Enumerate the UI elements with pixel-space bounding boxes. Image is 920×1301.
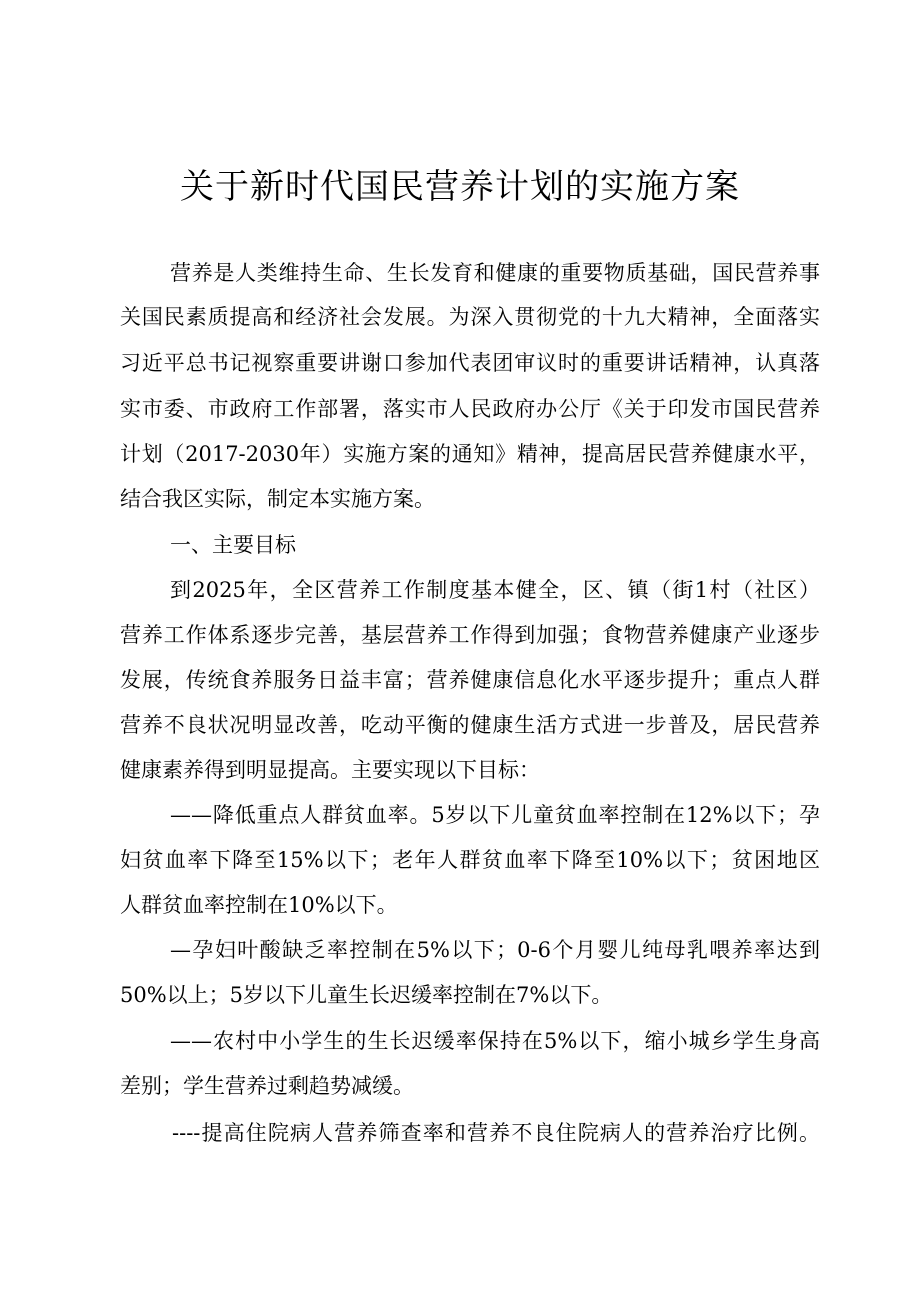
paragraph-line: ——农村中小学生的生长迟缓率保持在5%以下，缩小城乡学生身高 [170, 1029, 820, 1053]
section-heading: 一、主要目标 [170, 533, 296, 557]
paragraph-line: 营养工作体系逐步完善，基层营养工作得到加强；食物营养健康产业逐步 [120, 623, 820, 647]
paragraph-line: 关国民素质提高和经济社会发展。为深入贯彻党的十九大精神，全面落实 [120, 305, 820, 329]
paragraph-line: 50%以上；5岁以下儿童生长迟缓率控制在7%以下。 [120, 983, 613, 1007]
paragraph-line: 习近平总书记视察重要讲谢口参加代表团审议时的重要讲话精神，认真落 [120, 351, 820, 375]
paragraph-line: 发展，传统食养服务日益丰富；营养健康信息化水平逐步提升；重点人群 [120, 668, 820, 692]
paragraph-line: ----提高住院病人营养筛查率和营养不良住院病人的营养治疗比例。 [172, 1121, 820, 1145]
paragraph-line: 计划（2017-2030年）实施方案的通知》精神，提高居民营养健康水平， [120, 442, 820, 466]
paragraph-line: 差别；学生营养过剩趋势减缓。 [120, 1074, 414, 1098]
paragraph-line: 营养不良状况明显改善，吃动平衡的健康生活方式进一步普及，居民营养 [120, 713, 820, 737]
paragraph-line: ——降低重点人群贫血率。5岁以下儿童贫血率控制在12%以下；孕 [170, 803, 820, 827]
paragraph-line: —孕妇叶酸缺乏率控制在5%以下；0-6个月婴儿纯母乳喂养率达到 [170, 938, 820, 962]
paragraph-line: 健康素养得到明显提高。主要实现以下目标： [120, 758, 540, 782]
paragraph-line: 营养是人类维持生命、生长发育和健康的重要物质基础，国民营养事 [170, 261, 820, 285]
paragraph-line: 到2025年，全区营养工作制度基本健全，区、镇（街1村（社区） [170, 578, 820, 602]
paragraph-line: 人群贫血率控制在10%以下。 [120, 893, 398, 917]
document-title: 关于新时代国民营养计划的实施方案 [180, 167, 740, 207]
paragraph-line: 实市委、市政府工作部署，落实市人民政府办公厅《关于印发市国民营养 [120, 397, 820, 421]
paragraph-line: 妇贫血率下降至15%以下；老年人群贫血率下降至10%以下；贫困地区 [120, 848, 820, 872]
paragraph-line: 结合我区实际，制定本实施方案。 [120, 487, 435, 511]
